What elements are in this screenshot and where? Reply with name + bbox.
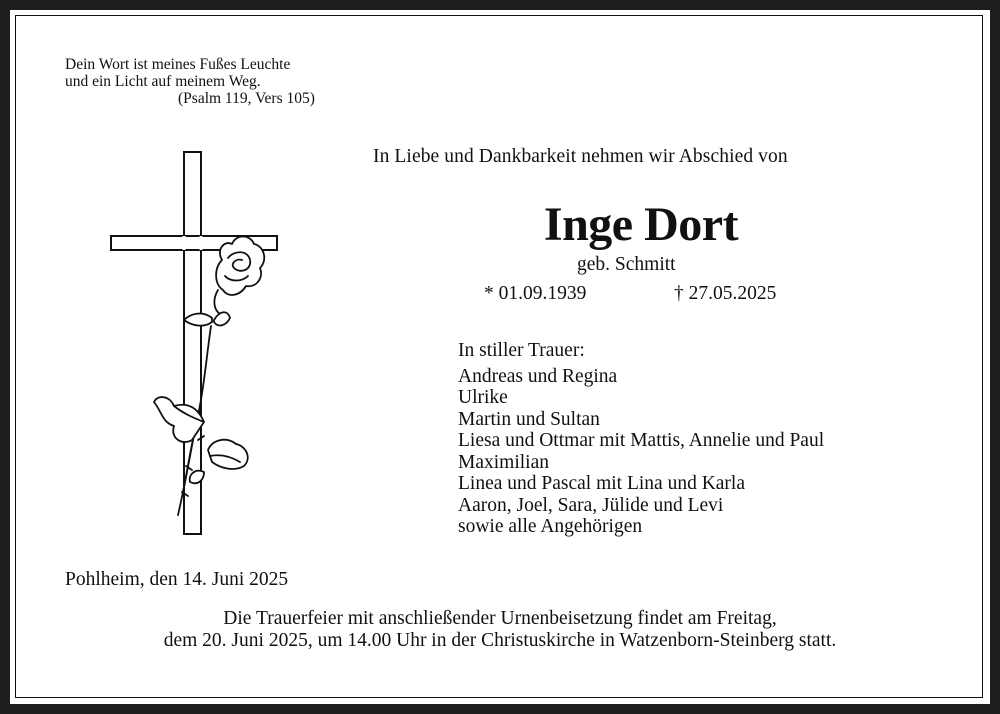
obituary-page — [10, 10, 990, 704]
deceased-name: Inge Dort — [543, 198, 739, 251]
mourner-entry: Aaron, Joel, Sara, Jülide und Levi — [458, 494, 724, 516]
mourner-entry: Martin und Sultan — [458, 408, 600, 430]
maiden-name: geb. Schmitt — [577, 254, 676, 275]
mourner-entry: Maximilian — [458, 451, 549, 473]
bible-verse — [65, 56, 315, 107]
mourner-entry: Liesa und Ottmar mit Mattis, Annelie und Paul — [458, 430, 825, 451]
mourner-entry: Linea und Pascal mit Lina und Karla — [458, 473, 745, 494]
birth-date: * 01.09.1939 — [484, 283, 587, 304]
funeral-announcement — [10, 608, 990, 652]
funeral-line-1: Die Trauerfeier mit anschließender Urnenbeisetzung findet am Freitag, — [223, 608, 777, 629]
mourner-entry: Andreas und Regina — [458, 365, 618, 387]
verse-line-1: Dein Wort ist meines Fußes Leuchte — [65, 56, 291, 73]
place-and-date: Pohlheim, den 14. Juni 2025 — [65, 569, 289, 590]
funeral-line-2: dem 20. Juni 2025, um 14.00 Uhr in der Christuskirche in Watzenborn-Steinberg statt. — [163, 630, 837, 651]
rose-icon — [154, 237, 264, 516]
mourner-entry: Ulrike — [458, 387, 508, 408]
mourners-heading: In stiller Trauer: — [458, 340, 585, 361]
mourner-entry: sowie alle Angehörigen — [458, 516, 643, 537]
mourners-list — [458, 340, 824, 538]
verse-reference: (Psalm 119, Vers 105) — [178, 90, 315, 107]
verse-line-2: und ein Licht auf meinem Weg. — [65, 73, 261, 90]
death-date: † 27.05.2025 — [674, 283, 777, 304]
farewell-intro: In Liebe und Dankbarkeit nehmen wir Abschied von — [373, 146, 788, 167]
